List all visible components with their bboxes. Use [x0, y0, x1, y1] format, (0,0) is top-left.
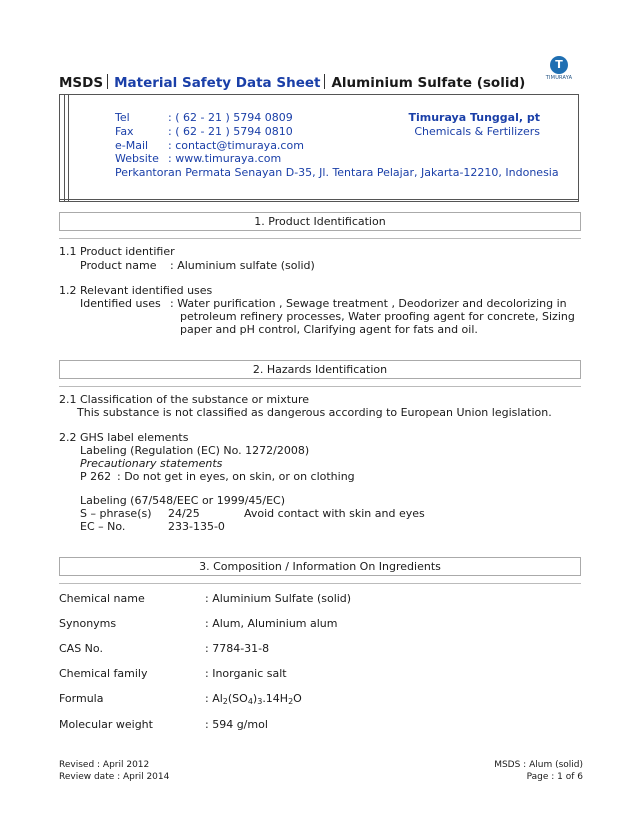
section-2-header: 2. Hazards Identification	[59, 360, 581, 379]
identified-uses-line: paper and pH control, Clarifying agent for fats and oil.	[180, 323, 478, 336]
review-date: Review date : April 2014	[59, 771, 170, 782]
p262-text: : Do not get in eyes, on skin, or on clothing	[117, 470, 355, 483]
identified-uses-label: Identified uses	[80, 297, 161, 310]
company-name: Timuraya Tunggal, pt	[408, 111, 540, 124]
composition-value: : Aluminium Sulfate (solid)	[205, 592, 352, 605]
footer-left	[59, 760, 169, 783]
frame-line	[60, 199, 578, 200]
composition-label: CAS No.	[59, 642, 103, 655]
ec-label: EC – No.	[80, 520, 126, 533]
composition-label: Chemical name	[59, 592, 145, 605]
s1-1-heading: 1.1 Product identifier	[59, 245, 175, 258]
composition-value: : 594 g/mol	[205, 718, 268, 731]
frame-line	[68, 95, 69, 201]
composition-value: : Inorganic salt	[205, 667, 287, 680]
section-1-header: 1. Product Identification	[59, 212, 581, 231]
company-block	[408, 111, 540, 139]
s-phrase-label: S – phrase(s)	[80, 507, 152, 520]
section-3-header: 3. Composition / Information On Ingredients	[59, 557, 581, 576]
section-divider	[59, 583, 581, 584]
tel-label: Tel	[115, 111, 130, 124]
product-name-value: : Aluminium sulfate (solid)	[170, 259, 315, 272]
fax-label: Fax	[115, 124, 134, 138]
company-logo	[541, 56, 577, 81]
composition-label: Synonyms	[59, 617, 117, 630]
composition-value: : 7784-31-8	[205, 642, 270, 655]
section-divider	[59, 238, 581, 239]
identified-uses-line: : Water purification , Sewage treatment , Deodorizer and decolorizing in	[170, 297, 567, 310]
logo-text: TIMURAYA	[545, 75, 573, 81]
footer-right	[494, 760, 583, 783]
title-separator	[324, 74, 325, 89]
labeling-old: Labeling (67/548/EEC or 1999/45/EC)	[80, 494, 286, 507]
page-title	[59, 74, 539, 91]
email-label: e-Mail	[115, 138, 149, 152]
address: Perkantoran Permata Senayan D-35, Jl. Tentara Pelajar, Jakarta-12210, Indonesia	[115, 166, 559, 180]
s-phrase-text: Avoid contact with skin and eyes	[244, 507, 425, 520]
precautionary-heading: Precautionary statements	[80, 457, 223, 470]
title-separator	[107, 74, 108, 89]
s2-2-heading: 2.2 GHS label elements	[59, 431, 189, 444]
logo-icon: T	[550, 56, 568, 74]
website-link[interactable]: : www.timuraya.com	[168, 152, 282, 166]
tel-value: : ( 62 - 21 ) 5794 0809	[168, 111, 293, 124]
s2-1-heading: 2.1 Classification of the substance or mixture	[59, 393, 310, 406]
frame-line	[64, 95, 65, 201]
page-number: Page : 1 of 6	[526, 771, 583, 782]
composition-label: Chemical family	[59, 667, 148, 680]
identified-uses-line: petroleum refinery processes, Water proofing agent for concrete, Sizing	[180, 310, 575, 323]
classification-text: This substance is not classified as dangerous according to European Union legislation.	[77, 406, 552, 419]
msds-reference: MSDS : Alum (solid)	[494, 760, 583, 770]
product-title: Aluminium Sulfate (solid)	[331, 75, 526, 91]
composition-label: Formula	[59, 692, 104, 705]
composition-label: Molecular weight	[59, 718, 153, 731]
ec-value: 233-135-0	[168, 520, 225, 533]
msds-label: MSDS	[59, 75, 104, 91]
s-phrase-code: 24/25	[168, 507, 200, 520]
email-link[interactable]: : contact@timuraya.com	[168, 138, 304, 152]
doc-type-label: Material Safety Data Sheet	[114, 75, 321, 91]
labeling-ec: Labeling (Regulation (EC) No. 1272/2008)	[80, 444, 310, 457]
fax-value: : ( 62 - 21 ) 5794 0810	[168, 124, 293, 138]
formula-value: : $Al_2(SO_4)_3.14H_2O$	[205, 692, 302, 706]
section-divider	[59, 386, 581, 387]
s1-2-heading: 1.2 Relevant identified uses	[59, 284, 213, 297]
website-label: Website	[115, 152, 159, 166]
revised-date: Revised : April 2012	[59, 760, 150, 770]
composition-value: : Alum, Aluminium alum	[205, 617, 338, 630]
company-tagline: Chemicals & Fertilizers	[414, 124, 540, 138]
p262-code: P 262	[80, 470, 112, 483]
product-name-label: Product name	[80, 259, 157, 272]
